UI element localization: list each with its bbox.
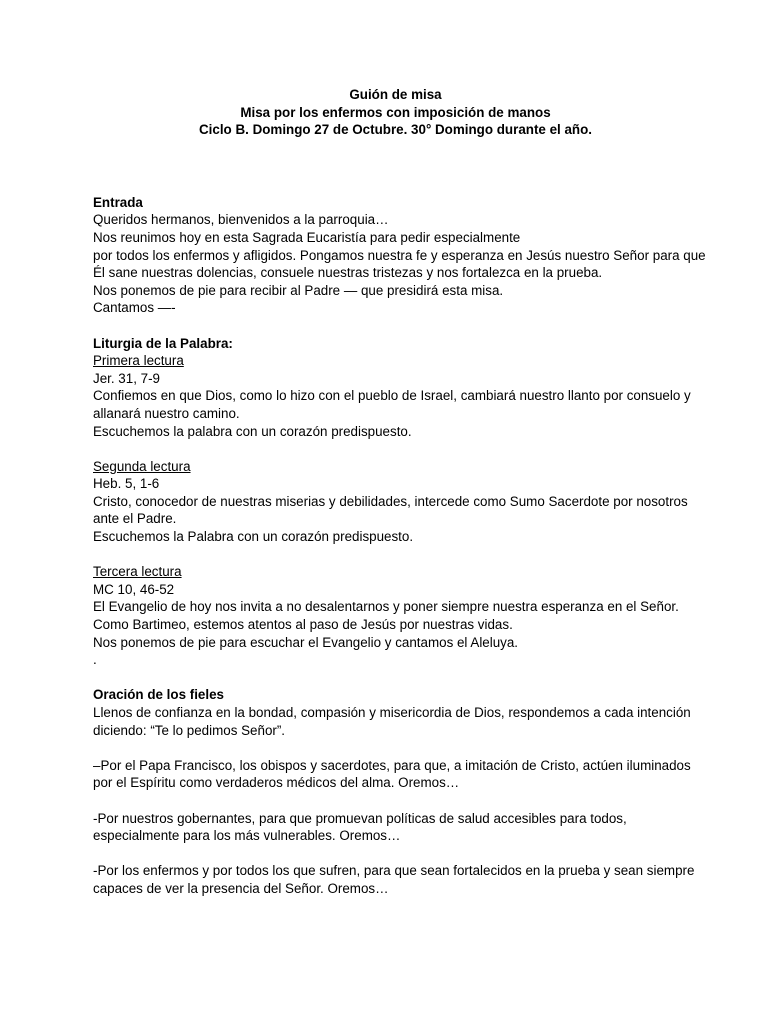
oracion-intention: –Por el Papa Francisco, los obispos y sacerdotes, para que, a imitación de Cristo, actúen iluminados por el Espíritu como verdaderos médicos del alma. Oremos… (93, 757, 691, 791)
primera-lectura-line: Escuchemos la palabra con un corazón predispuesto. (93, 423, 412, 439)
section-heading-oracion: Oración de los fieles (93, 687, 224, 703)
header-cycle: Ciclo B. Domingo 27 de Octubre. 30° Domingo durante el año. (199, 122, 592, 138)
document-header (83, 86, 708, 139)
primera-lectura-title: Primera lectura (93, 353, 184, 369)
primera-lectura-ref: Jer. 31, 7-9 (93, 370, 160, 386)
section-oracion (93, 686, 708, 897)
header-title: Guión de misa (349, 87, 442, 102)
entrada-line: Nos ponemos de pie para recibir al Padre — que presidirá esta misa. (93, 282, 504, 298)
segunda-lectura-ref: Heb. 5, 1-6 (93, 476, 160, 492)
segunda-lectura-line: Cristo, conocedor de nuestras miserias y debilidades, intercede como Sumo Sacerdote por nosotros ante el Padre. (93, 493, 688, 527)
tercera-lectura-line: . (93, 652, 97, 668)
entrada-line: Cantamos —- (93, 300, 176, 316)
tercera-lectura-line: Nos ponemos de pie para escuchar el Evangelio y cantamos el Aleluya. (93, 634, 519, 650)
header-subtitle: Misa por los enfermos con imposición de manos (240, 104, 551, 120)
tercera-lectura-title: Tercera lectura (93, 564, 182, 580)
tercera-lectura-line: El Evangelio de hoy nos invita a no desalentarnos y poner siempre nuestra esperanza en el Señor. Como Bartimeo, estemos atentos al paso de Jesús por nuestras vidas. (93, 599, 679, 633)
tercera-lectura-ref: MC 10, 46-52 (93, 581, 175, 597)
entrada-line: Nos reunimos hoy en esta Sagrada Eucaristía para pedir especialmente (93, 229, 521, 245)
entrada-line: Queridos hermanos, bienvenidos a la parroquia… (93, 212, 389, 228)
oracion-intention: -Por nuestros gobernantes, para que promuevan políticas de salud accesibles para todos, especialmente para los más vulnerables. Oremos… (93, 810, 627, 844)
section-liturgia (93, 335, 708, 669)
section-heading-entrada: Entrada (93, 194, 143, 210)
entrada-line: por todos los enfermos y afligidos. Pongamos nuestra fe y esperanza en Jesús nuestro Señor para que Él sane nuestras dolencias, consuele nuestras tristezas y nos fortalezca en la prueba. (93, 247, 706, 281)
oracion-intro: Llenos de confianza en la bondad, compasión y misericordia de Dios, respondemos a cada intención diciendo: “Te lo pedimos Señor”. (93, 705, 691, 738)
section-heading-liturgia: Liturgia de la Palabra: (93, 335, 233, 351)
primera-lectura-line: Confiemos en que Dios, como lo hizo con el pueblo de Israel, cambiará nuestro llanto por consuelo y allanará nuestro camino. (93, 388, 691, 421)
document-body (93, 194, 708, 898)
segunda-lectura-line: Escuchemos la Palabra con un corazón predispuesto. (93, 529, 414, 545)
oracion-intention: -Por los enfermos y por todos los que sufren, para que sean fortalecidos en la prueba y sean siempre capaces de ver la presencia del Señor. Oremos… (93, 863, 695, 896)
segunda-lectura-title: Segunda lectura (93, 458, 191, 474)
section-entrada (93, 194, 708, 317)
